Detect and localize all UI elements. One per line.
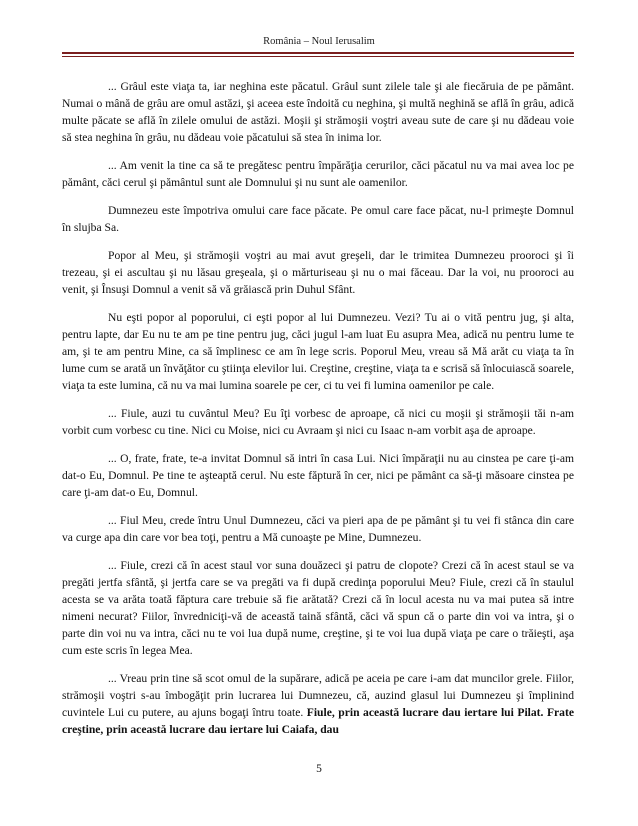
paragraph-bold-text: Fiule, prin această lucrare dau iertare lui Pilat. Frate creştine, prin această lucrare dau iertare lui Caiafa, dau: [62, 706, 574, 736]
paragraph: ... Fiul Meu, crede întru Unul Dumnezeu, căci va pieri apa de pe pământ şi tu vei fi stânca din care va curge apa din care vor bea toţi, pentru a Mă cunoaşte pe Mine, Dumnezeu.: [62, 514, 574, 544]
paragraph-last: [62, 670, 574, 738]
paragraph: ... O, frate, frate, te-a invitat Domnul să intri în casa Lui. Nici împăraţii nu au cinstea pe care ţi-am dat-o Eu, Domnul. Pe tine te aşteaptă cerul. Nu este făptură în cer, nici pe pământ ca să-ţi măsoare cinstea pe care ţi-am dat-o Eu, Domnul.: [62, 452, 574, 499]
paragraph: Dumnezeu este împotriva omului care face păcate. Pe omul care face păcat, nu-l primeşte Domnul în slujba Sa.: [62, 204, 574, 234]
header-rule-thick: [62, 52, 574, 54]
running-header: România – Noul Ierusalim: [263, 36, 375, 47]
paragraph: ... Grâul este viaţa ta, iar neghina este păcatul. Grâul sunt zilele tale şi ale fiecăruia de pe pământ. Numai o mână de grâu are omul astăzi, şi aceea este îndoită cu neghina, şi multă neghină se află în grâu, adică multe păcate se află în zilele omului de astăzi. Moşii şi strămoşii voştri aveau sute de care şi nu dădeau voie să stea neghina în grâu, nu dădeau voie păcatului să stea în inima lor.: [62, 80, 574, 144]
paragraph: Nu eşti popor al poporului, ci eşti popor al lui Dumnezeu. Vezi? Tu ai o vită pentru jug, şi alta, pentru lapte, dar Eu nu te am pe tine pentru jug, căci jugul l-am luat Eu asupra Mea, adică nu pentru lume te am, şi te am pentru Mine, ca să împlinesc ce am în lege scris. Poporul Meu, vreau să Mă arăt cu viaţa ta în lume cum se arată un învăţător cu ştiinţa elevilor lui. Creştine, creştine, viaţa ta e scrisă să înlocuiască soarele, viaţa ta este lumina, că nu va mai lumina soarele pe cer, ci tu vei fi lumina oamenilor pe cale.: [62, 311, 574, 392]
header-rule-thin: [62, 56, 574, 57]
page-number: 5: [316, 763, 322, 775]
paragraph-plain-text: ... Vreau prin tine să scot omul de la supărare, adică pe aceia pe care i-am dat muncilor grele. Fiilor, strămoşii voştri s-au îmbogăţit prin lucrarea lui Dumnezeu, că, auzind glasul lui Dumnezeu şi împlinind cuvintele Lui cu putere, au ajuns bogaţi întru toate.: [62, 672, 574, 719]
paragraph: Popor al Meu, şi strămoşii voştri au mai avut greşeli, dar le trimitea Dumnezeu prooroci şi îi trezeau, şi ei ascultau şi nu lăsau greşeala, şi o mărturiseau şi nu o mai făceau. Dar la voi, nu prooroci au venit, şi Însuşi Domnul a venit să vă grăiască prin Duhul Sfânt.: [62, 249, 574, 296]
body-text: [62, 78, 574, 749]
paragraph: ... Am venit la tine ca să te pregătesc pentru împărăţia cerurilor, căci păcatul nu va mai avea loc pe pământ, căci cerul şi pământul sunt ale Domnului şi nu sunt ale oamenilor.: [62, 159, 574, 189]
paragraph: ... Fiule, auzi tu cuvântul Meu? Eu îţi vorbesc de aproape, că nici cu moşii şi strămoşii tăi n-am vorbit cum vorbesc cu tine. Nici cu Moise, nici cu Avraam şi nici cu Isaac n-am vorbit aşa de aproape.: [62, 407, 574, 437]
paragraph: ... Fiule, crezi că în acest staul vor suna douăzeci şi patru de clopote? Crezi că în acest staul se va pregăti jertfa sfântă, şi jertfa care se va pregăti va fi după credinţa poporului Meu? Fiule, crezi că în staulul acesta se va arăta toată făptura care trebuie să fie arătată? Crezi că în locul acesta nu va mai putea să intre nimeni necurat? Fiilor, învredniciţi-vă de această taină sfântă, căci vă spun că o parte din voi va intra, şi o parte din voi nu va intra, căci nu te voi lua după nume, creştine, şi te voi lua după viaţa pe care o trăieşti, aşa cum este scris în legea Mea.: [62, 559, 574, 657]
